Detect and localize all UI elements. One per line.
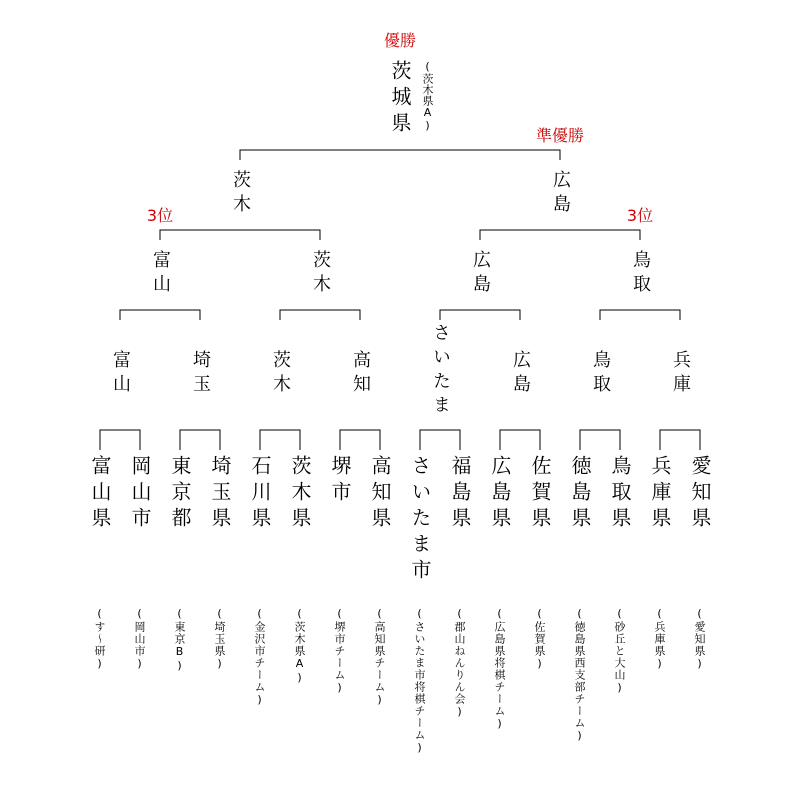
entrant-team: (岡山市) [133, 607, 146, 671]
entrant-team: (郡山ねんりん会) [453, 607, 466, 719]
quarterfinal-connector-2 [280, 310, 360, 320]
entrant-team: (砂丘と大山) [613, 607, 626, 695]
quarterfinal-winner-8: 兵庫 [670, 350, 691, 398]
quarterfinal-winner-5: さいたま [430, 323, 451, 419]
semifinal-winner-2: 茨木 [310, 250, 331, 298]
entrant-team: (佐賀県) [533, 607, 546, 671]
entrant-team: (茨木県A) [293, 607, 306, 685]
runner-up-label: 準優勝 [535, 126, 585, 145]
entrant-team: (愛知県) [693, 607, 706, 671]
third-place-label-right: 3位 [626, 206, 654, 225]
entrant-name: 東京都 [168, 455, 192, 533]
first-round-connector-1 [100, 430, 140, 450]
semifinal-connector-right [480, 230, 640, 240]
champion-team: (茨木県A) [421, 60, 434, 132]
semifinal-winner-3: 広島 [470, 250, 491, 298]
entrant-name: 高知県 [368, 455, 392, 533]
entrant-name: 堺市 [328, 455, 352, 507]
first-round-connector-8 [660, 430, 700, 450]
first-round-connector-7 [580, 430, 620, 450]
entrant-name: 岡山市 [128, 455, 152, 533]
quarterfinal-winner-1: 富山 [110, 350, 131, 398]
quarterfinal-winner-2: 埼玉 [190, 350, 211, 398]
final-connector [240, 150, 560, 160]
entrant-team: (さいたま市将棋チーム) [413, 607, 426, 755]
third-place-label-left: 3位 [146, 206, 174, 225]
quarterfinal-winner-3: 茨木 [270, 350, 291, 398]
champion-name: 茨城県 [388, 60, 412, 138]
entrant-team: (東京B) [173, 607, 186, 673]
entrant-team: (兵庫県) [653, 607, 666, 671]
first-round-connector-4 [340, 430, 380, 450]
entrant-team: (高知県チーム) [373, 607, 386, 707]
entrant-team: (広島県将棋チーム) [493, 607, 506, 731]
entrant-team: (す〜研) [93, 607, 106, 671]
entrant-name: 鳥取県 [608, 455, 632, 533]
semifinal-connector-left [160, 230, 320, 240]
entrant-team: (堺市チーム) [333, 607, 346, 695]
quarterfinal-connector-4 [600, 310, 680, 320]
entrant-team: (金沢市チーム) [253, 607, 266, 707]
entrant-name: 福島県 [448, 455, 472, 533]
final-winner-left: 茨木 [230, 170, 251, 218]
semifinal-winner-1: 富山 [150, 250, 171, 298]
entrant-name: さいたま市 [408, 455, 432, 585]
entrant-name: 徳島県 [568, 455, 592, 533]
entrant-name: 埼玉県 [208, 455, 232, 533]
quarterfinal-connector-3 [440, 310, 520, 320]
first-round-connector-3 [260, 430, 300, 450]
entrant-team: (徳島県西支部チーム) [573, 607, 586, 743]
final-winner-right: 広島 [550, 170, 571, 218]
entrant-team: (埼玉県) [213, 607, 226, 671]
first-round-connector-2 [180, 430, 220, 450]
quarterfinal-winner-7: 鳥取 [590, 350, 611, 398]
entrant-name: 愛知県 [688, 455, 712, 533]
champion-label: 優勝 [383, 31, 417, 50]
entrant-name: 広島県 [488, 455, 512, 533]
quarterfinal-winner-4: 高知 [350, 350, 371, 398]
quarterfinal-connector-1 [120, 310, 200, 320]
first-round-connector-6 [500, 430, 540, 450]
entrant-name: 兵庫県 [648, 455, 672, 533]
first-round-connector-5 [420, 430, 460, 450]
entrant-name: 佐賀県 [528, 455, 552, 533]
semifinal-winner-4: 鳥取 [630, 250, 651, 298]
quarterfinal-winner-6: 広島 [510, 350, 531, 398]
entrant-name: 茨木県 [288, 455, 312, 533]
entrant-name: 富山県 [88, 455, 112, 533]
entrant-name: 石川県 [248, 455, 272, 533]
